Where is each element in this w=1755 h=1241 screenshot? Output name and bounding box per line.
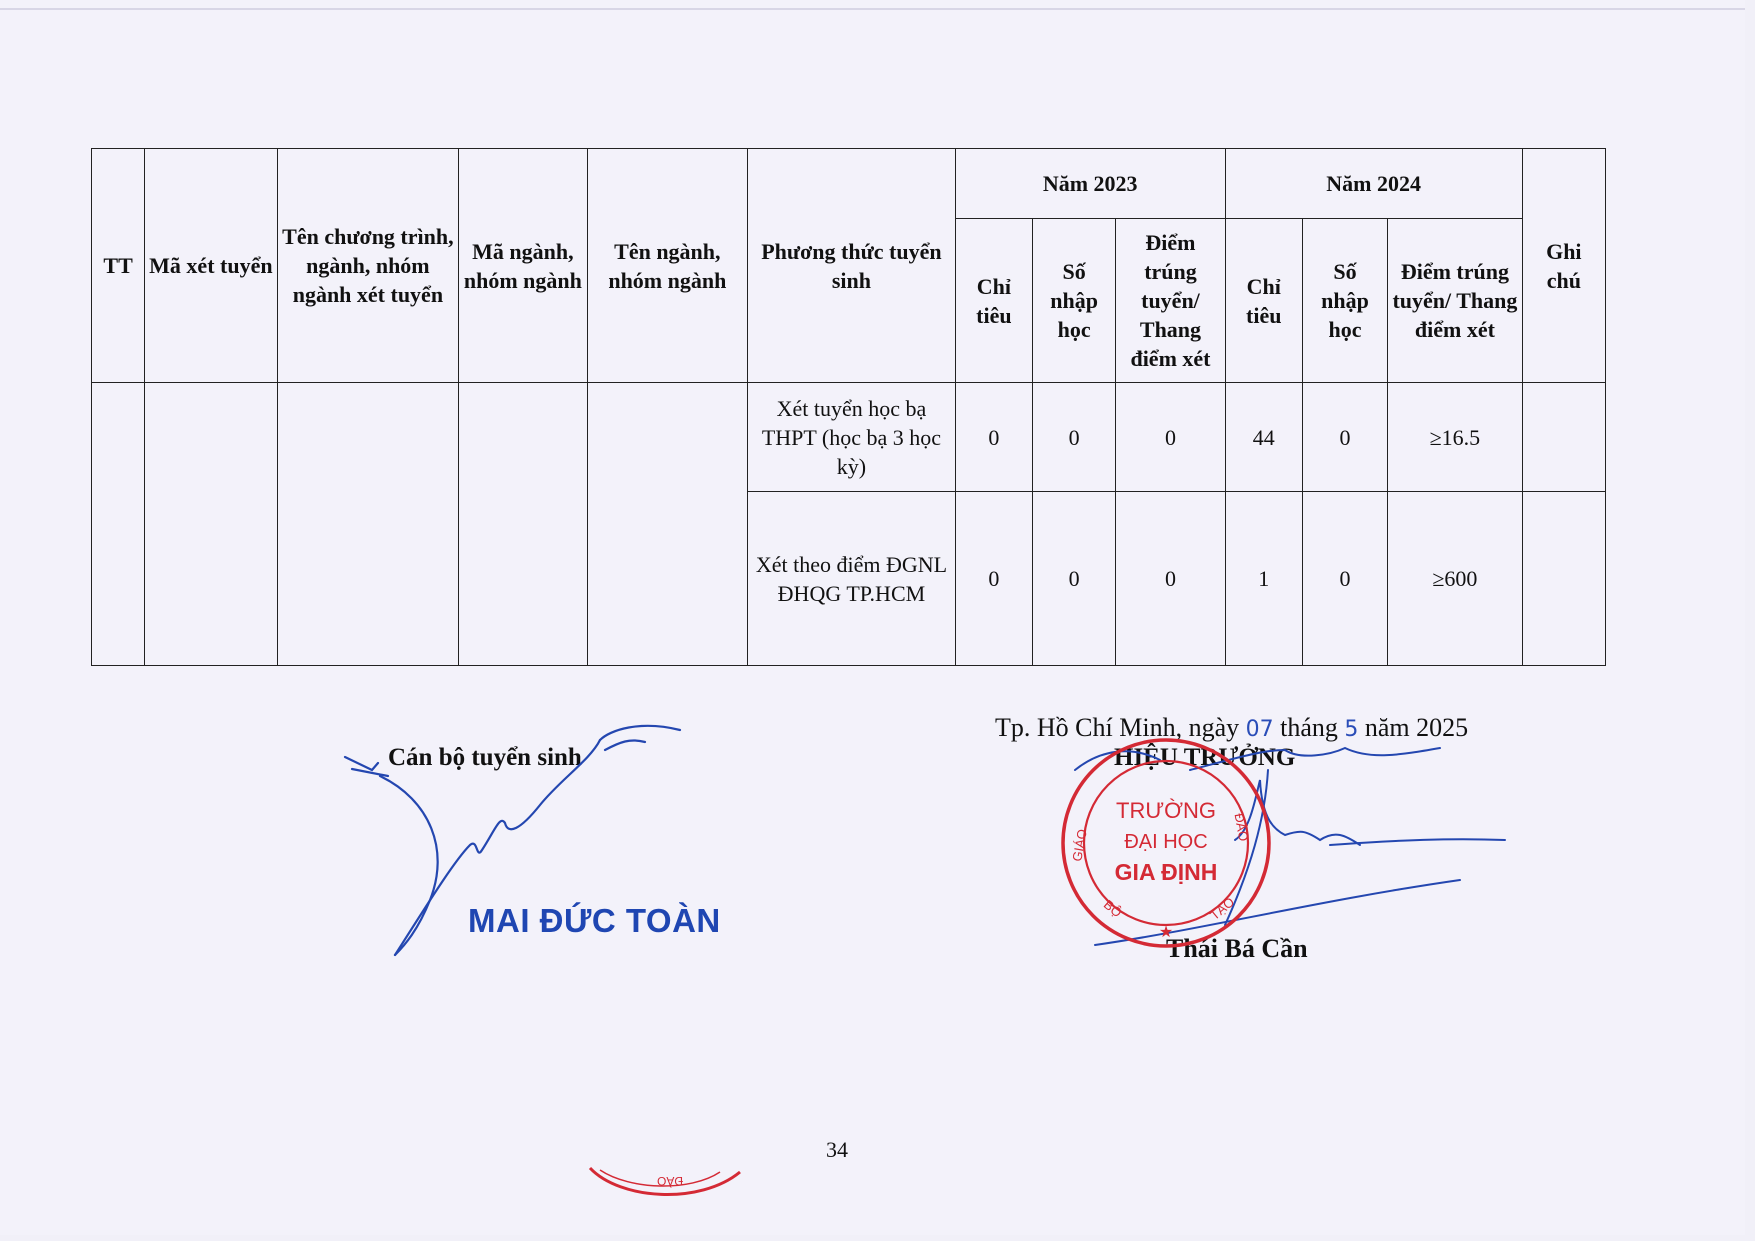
header-ma-nganh: Mã ngành, nhóm ngành: [459, 149, 587, 383]
date-month: 5: [1344, 717, 1359, 742]
cell-diem-2023: 0: [1116, 383, 1225, 492]
header-diem-2024: Điểm trúng tuyển/ Thang điểm xét: [1388, 219, 1522, 383]
header-phuong-thuc: Phương thức tuyển sinh: [748, 149, 956, 383]
officer-signature: [345, 726, 680, 955]
page-number: 34: [826, 1137, 848, 1162]
cell-diem-2024: ≥600: [1388, 492, 1522, 666]
cell-chi-tieu-2023: 0: [955, 492, 1032, 666]
header-year-2023: Năm 2023: [955, 149, 1225, 219]
cell-chi-tieu-2024: 1: [1225, 492, 1302, 666]
header-ten-chuong-trinh: Tên chương trình, ngành, nhóm ngành xét tuyển: [277, 149, 459, 383]
stamp-ring-bottom: BỘ: [1100, 896, 1125, 921]
header-chi-tieu-2023: Chỉ tiêu: [955, 219, 1032, 383]
stamp-ring-left: GIÁO: [1069, 827, 1090, 863]
bottom-partial-stamp: [590, 1168, 740, 1194]
header-ten-nganh: Tên ngành, nhóm ngành: [587, 149, 748, 383]
cell-so-nhap-hoc-2024: 0: [1302, 492, 1387, 666]
cell-method: Xét theo điểm ĐGNL ĐHQG TP.HCM: [748, 492, 956, 666]
bottom-stamp-text: ĐÀO: [656, 1174, 684, 1188]
cell-so-nhap-hoc-2024: 0: [1302, 383, 1387, 492]
date-day: 07: [1245, 717, 1274, 742]
stamp-ring-right: ĐÀO: [1231, 812, 1252, 843]
stamp-line-3: GIA ĐỊNH: [1114, 859, 1218, 885]
officer-title: Cán bộ tuyển sinh: [388, 744, 582, 771]
cell-chi-tieu-2023: 0: [955, 383, 1032, 492]
stamp-ring-br: TẠO: [1207, 894, 1238, 923]
cell-so-nhap-hoc-2023: 0: [1033, 383, 1116, 492]
stamp-line-1: TRƯỜNG: [1116, 798, 1216, 823]
header-chi-tieu-2024: Chỉ tiêu: [1225, 219, 1302, 383]
cell-diem-2023: 0: [1116, 492, 1225, 666]
header-ma-xet-tuyen: Mã xét tuyển: [145, 149, 277, 383]
officer-name: MAI ĐỨC TOÀN: [468, 902, 721, 939]
cell-diem-2024: ≥16.5: [1388, 383, 1522, 492]
header-so-nhap-hoc-2024: Số nhập học: [1302, 219, 1387, 383]
header-tt: TT: [92, 149, 145, 383]
stamp-star-icon: ★: [1158, 924, 1174, 941]
cell-method: Xét tuyển học bạ THPT (học bạ 3 học kỳ): [748, 383, 956, 492]
date-year: năm 2025: [1364, 713, 1469, 742]
header-ghi-chu: Ghi chú: [1522, 149, 1605, 383]
rector-name: Thái Bá Cần: [1166, 934, 1308, 963]
cell-so-nhap-hoc-2023: 0: [1033, 492, 1116, 666]
header-year-2024: Năm 2024: [1225, 149, 1522, 219]
university-seal: [1063, 740, 1269, 946]
rector-title: HIỆU TRƯỞNG: [1114, 744, 1296, 771]
cell-chi-tieu-2024: 44: [1225, 383, 1302, 492]
stamp-line-2: ĐẠI HỌC: [1124, 831, 1208, 853]
date-prefix: Tp. Hồ Chí Minh, ngày: [995, 713, 1240, 742]
header-so-nhap-hoc-2023: Số nhập học: [1033, 219, 1116, 383]
date-month-label: tháng: [1280, 713, 1338, 742]
header-diem-2023: Điểm trúng tuyển/ Thang điểm xét: [1116, 219, 1225, 383]
